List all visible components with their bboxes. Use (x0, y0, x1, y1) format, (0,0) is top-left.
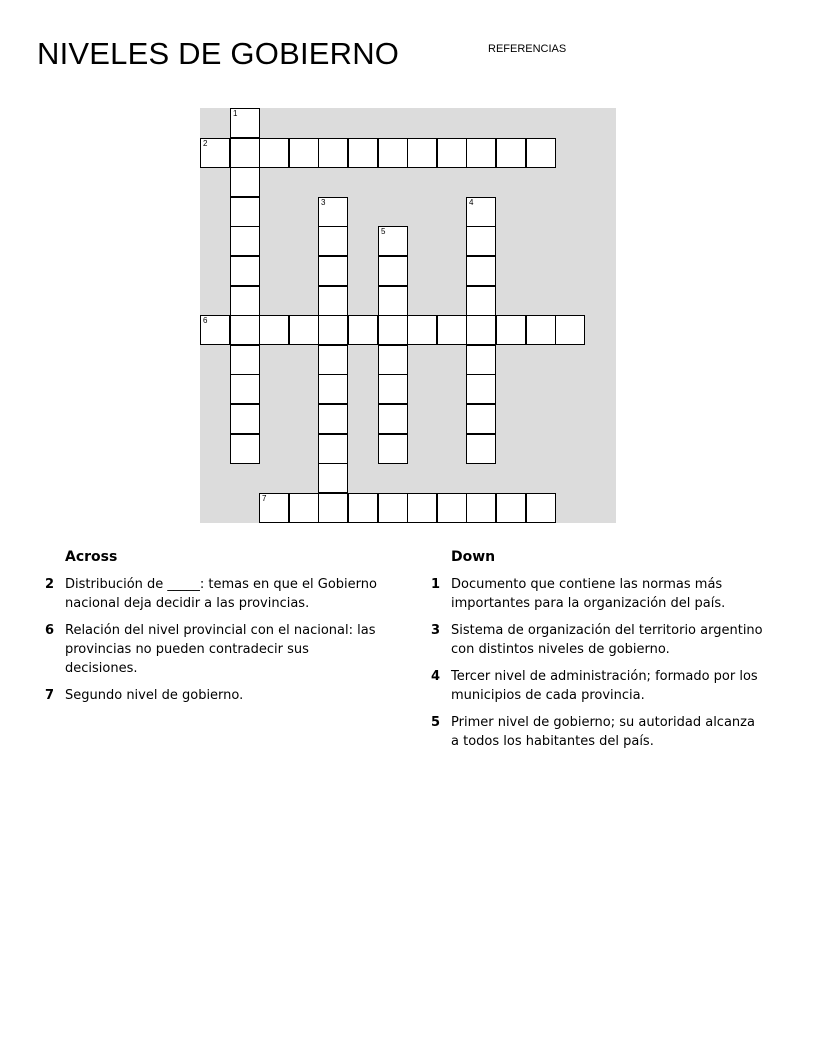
grid-cell[interactable] (230, 434, 260, 464)
grid-cell[interactable] (466, 434, 496, 464)
grid-cell[interactable] (230, 256, 260, 286)
down-heading: Down (451, 549, 496, 565)
grid-cell[interactable] (466, 374, 496, 404)
grid-cell[interactable] (378, 315, 408, 345)
clue-item (45, 575, 380, 613)
grid-cell[interactable] (348, 493, 378, 523)
grid-cell[interactable] (318, 315, 348, 345)
clue-item (431, 621, 766, 659)
cell-number: 3 (321, 198, 326, 207)
grid-cell[interactable] (378, 286, 408, 316)
clue-text: Segundo nivel de gobierno. (65, 688, 244, 703)
grid-cell[interactable] (466, 286, 496, 316)
grid-cell[interactable] (378, 226, 408, 256)
grid-cell[interactable] (259, 138, 289, 168)
grid-cell[interactable] (289, 493, 319, 523)
grid-cell[interactable] (318, 434, 348, 464)
grid-cell[interactable] (259, 315, 289, 345)
grid-cell[interactable] (348, 138, 378, 168)
cell-number: 5 (381, 227, 386, 236)
clue-number: 6 (45, 623, 55, 638)
clue-text: Relación del nivel provincial con el nacional: las provincias no pueden contradecir sus decisiones. (65, 623, 376, 676)
grid-cell[interactable] (230, 108, 260, 138)
grid-cell[interactable] (230, 345, 260, 375)
clue-number: 2 (45, 577, 55, 592)
grid-cell[interactable] (378, 138, 408, 168)
grid-cell[interactable] (200, 315, 230, 345)
grid-cell[interactable] (466, 256, 496, 286)
grid-cell[interactable] (466, 226, 496, 256)
grid-cell[interactable] (378, 404, 408, 434)
down-clues (431, 548, 766, 759)
grid-cell[interactable] (318, 286, 348, 316)
grid-cell[interactable] (466, 345, 496, 375)
grid-cell[interactable] (378, 434, 408, 464)
cell-number: 4 (469, 198, 474, 207)
grid-cell[interactable] (230, 286, 260, 316)
clue-item (431, 575, 766, 613)
grid-cell[interactable] (437, 138, 467, 168)
grid-cell[interactable] (259, 493, 289, 523)
cell-number: 1 (233, 109, 238, 118)
clue-number: 1 (431, 577, 441, 592)
grid-cell[interactable] (318, 256, 348, 286)
clue-number: 4 (431, 669, 441, 684)
grid-cell[interactable] (378, 374, 408, 404)
grid-cell[interactable] (496, 138, 526, 168)
grid-cell[interactable] (466, 197, 496, 227)
clue-text: Distribución de _____: temas en que el Gobierno nacional deja decidir a las provincias. (65, 577, 377, 611)
clue-item (431, 667, 766, 705)
grid-cell[interactable] (348, 315, 378, 345)
grid-cell[interactable] (318, 493, 348, 523)
page-title: NIVELES DE GOBIERNO (37, 36, 400, 71)
grid-cell[interactable] (496, 493, 526, 523)
grid-cell[interactable] (496, 315, 526, 345)
grid-cell[interactable] (289, 138, 319, 168)
grid-cell[interactable] (466, 404, 496, 434)
clue-text: Documento que contiene las normas más importantes para la organización del país. (451, 577, 726, 611)
references-label: REFERENCIAS (488, 43, 567, 55)
grid-cell[interactable] (230, 404, 260, 434)
clue-number: 7 (45, 688, 55, 703)
grid-cell[interactable] (555, 315, 585, 345)
grid-cell[interactable] (378, 493, 408, 523)
grid-cell[interactable] (230, 226, 260, 256)
clue-number: 3 (431, 623, 441, 638)
cell-number: 7 (262, 494, 267, 503)
grid-cell[interactable] (318, 138, 348, 168)
grid-cell[interactable] (526, 493, 556, 523)
grid-cell[interactable] (230, 315, 260, 345)
clue-text: Sistema de organización del territorio argentino con distintos niveles de gobierno. (451, 623, 763, 657)
clue-text: Tercer nivel de administración; formado por los municipios de cada provincia. (451, 669, 758, 703)
grid-cell[interactable] (437, 315, 467, 345)
grid-cell[interactable] (526, 315, 556, 345)
grid-cell[interactable] (318, 463, 348, 493)
grid-cell[interactable] (466, 138, 496, 168)
clue-item (431, 713, 766, 751)
grid-cell[interactable] (318, 345, 348, 375)
grid-cell[interactable] (318, 226, 348, 256)
grid-cell[interactable] (407, 315, 437, 345)
grid-cell[interactable] (230, 197, 260, 227)
clue-item (45, 686, 380, 705)
grid-cell[interactable] (407, 493, 437, 523)
cell-number: 2 (203, 139, 208, 148)
grid-cell[interactable] (466, 315, 496, 345)
grid-cell[interactable] (200, 138, 230, 168)
grid-cell[interactable] (526, 138, 556, 168)
grid-cell[interactable] (318, 197, 348, 227)
cell-number: 6 (203, 316, 208, 325)
clue-item (45, 621, 380, 678)
grid-cell[interactable] (378, 256, 408, 286)
across-heading: Across (65, 549, 118, 565)
clue-number: 5 (431, 715, 441, 730)
grid-cell[interactable] (230, 374, 260, 404)
grid-cell[interactable] (318, 404, 348, 434)
crossword-grid (200, 108, 616, 523)
grid-cell[interactable] (378, 345, 408, 375)
across-clues (45, 548, 380, 713)
grid-cell[interactable] (437, 493, 467, 523)
grid-cell[interactable] (466, 493, 496, 523)
grid-cell[interactable] (407, 138, 437, 168)
grid-cell[interactable] (230, 138, 260, 168)
grid-cell[interactable] (230, 167, 260, 197)
grid-cell[interactable] (318, 374, 348, 404)
clue-text: Primer nivel de gobierno; su autoridad alcanza a todos los habitantes del país. (451, 715, 755, 749)
grid-cell[interactable] (289, 315, 319, 345)
